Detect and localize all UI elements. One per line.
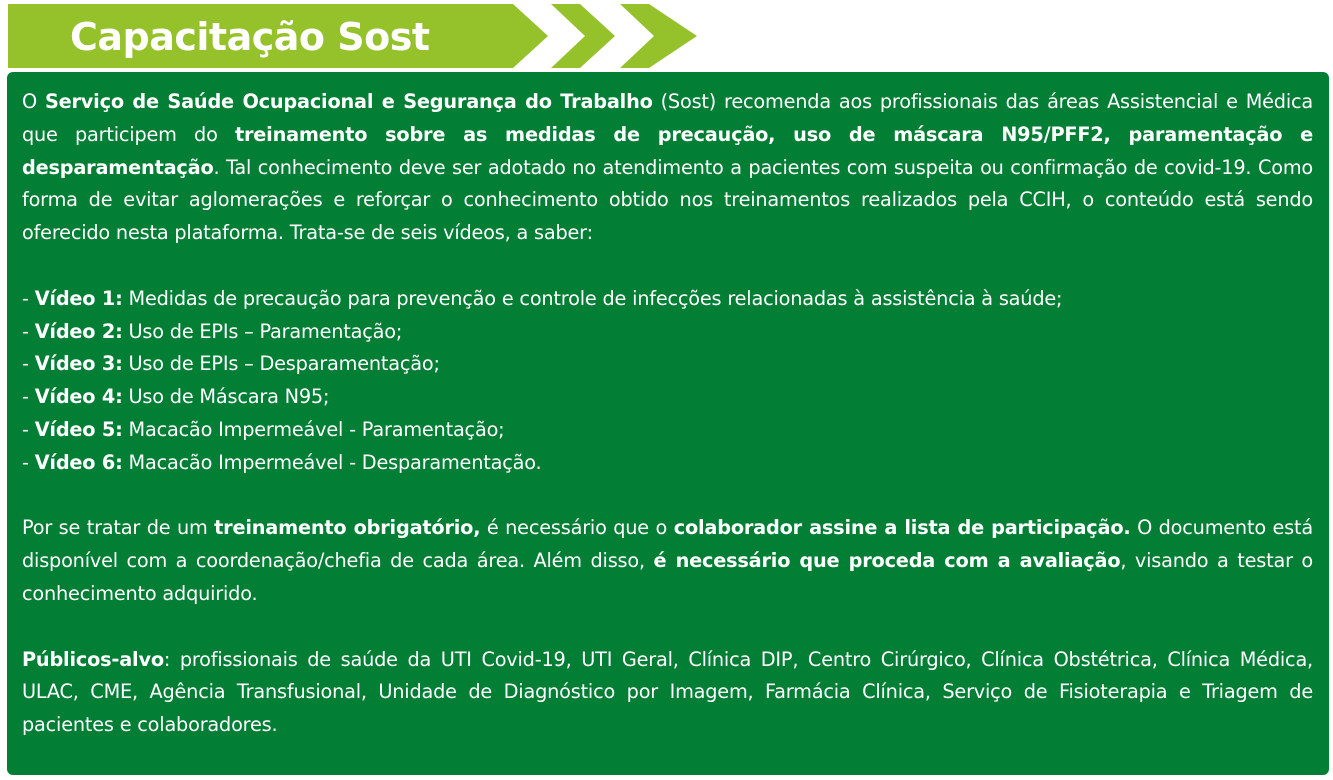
bold-text-segment: colaborador assine a lista de participação. [673,516,1131,540]
bold-text-segment: treinamento obrigatório, [214,516,481,540]
header-banner [8,4,698,68]
audience-paragraph [22,644,1313,742]
bold-text-segment: Públicos-alvo [22,647,164,671]
bold-text-segment: treinamento sobre as medidas de precaução, uso de máscara N95/PFF2, paramentação e desparamentação [22,122,1314,179]
video-list-item: - Vídeo 3: Uso de EPIs – Desparamentação; [22,352,440,376]
video-list [22,283,1313,480]
video-title: Macacão Impermeável - Paramentação; [122,417,505,441]
video-label: Vídeo 5: [34,417,123,441]
video-title: Macacão Impermeável - Desparamentação. [122,450,542,474]
video-list-item: - Vídeo 4: Uso de Máscara N95; [22,385,330,409]
video-title: Medidas de precaução para prevenção e controle de infecções relacionadas à assistência à saúde; [122,286,1063,310]
video-list-item: - Vídeo 6: Macacão Impermeável - Desparamentação. [22,450,542,474]
video-label: Vídeo 4: [34,385,123,409]
text-segment: Por se tratar de um [22,516,215,540]
text-segment: é necessário que o [480,516,674,540]
text-segment: : profissionais de saúde da UTI Covid-19, UTI Geral, Clínica DIP, Centro Cirúrgico, Clínica Obstétrica, Clínica Médica, ULAC, CME, Agência Transfusional, Unidade de Diagnóstico por Imagem, Farmácia Clínica, Serviço de Fisioterapia e Triagem de pacientes e colaboradores. [22,647,1313,737]
text-segment: (Sost) recomenda aos profissionais das áreas Assistencial e Médica que participem do [22,90,1314,146]
video-title: Uso de EPIs – Desparamentação; [122,352,440,376]
video-title: Uso de Máscara N95; [122,385,330,409]
text-segment: O documento está disponível com a coordenação/chefia de cada área. Além disso, [22,516,1313,573]
video-title: Uso de EPIs – Paramentação; [122,319,403,343]
text-segment: , visando a testar o conhecimento adquirido. [22,549,1314,605]
page-title: Capacitação Sost [70,15,430,59]
content-text [22,86,1313,742]
bold-text-segment: Serviço de Saúde Ocupacional e Segurança do Trabalho [44,90,653,113]
video-list-item: - Vídeo 5: Macacão Impermeável - Paramentação; [22,417,505,441]
bold-text-segment: é necessário que proceda com a avaliação [653,549,1121,573]
video-list-item: - Vídeo 2: Uso de EPIs – Paramentação; [22,319,403,343]
mandatory-paragraph [22,512,1313,610]
video-label: Vídeo 2: [34,319,123,343]
text-segment: . Tal conhecimento deve ser adotado no atendimento a pacientes com suspeita ou confirmação de covid-19. Como forma de evitar aglomerações e reforçar o conhecimento obtido nos treinamentos realizados pela CCIH, o conteúdo está sendo oferecido nesta plataforma. Trata-se de seis vídeos, a saber: [22,155,1313,245]
text-segment: O [22,90,45,113]
video-label: Vídeo 1: [34,286,123,310]
video-list-item: - Vídeo 1: Medidas de precaução para prevenção e controle de infecções relacionadas à assistência à saúde; [22,286,1063,310]
video-label: Vídeo 3: [34,352,123,376]
intro-paragraph [22,86,1313,250]
video-label: Vídeo 6: [34,450,123,474]
